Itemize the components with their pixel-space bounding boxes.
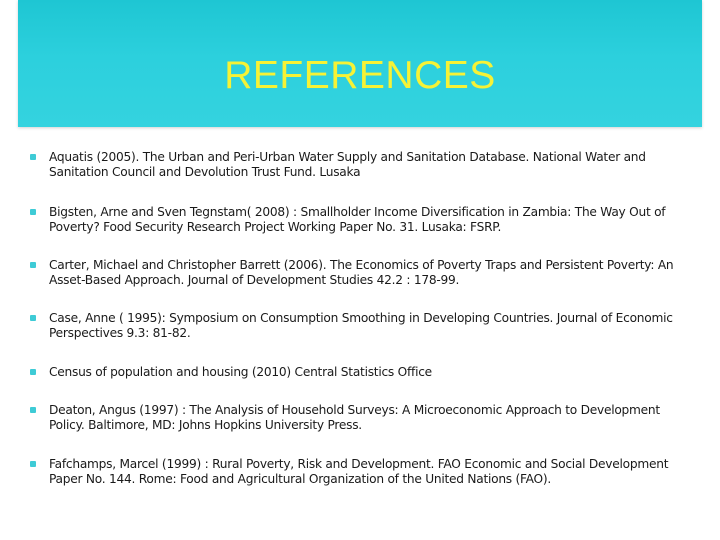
reference-text: Aquatis (2005). The Urban and Peri-Urban Water Supply and Sanitation Database. National Water and Sanitation Council and Devolution Trust Fund. Lusaka: [49, 150, 646, 179]
square-bullet-icon: [30, 315, 36, 321]
square-bullet-icon: [30, 154, 36, 160]
reference-text: Deaton, Angus (1997) : The Analysis of Household Surveys: A Microeconomic Approach to Development Policy. Baltimore, MD: Johns Hopkins University Press.: [49, 403, 660, 432]
reference-text: Census of population and housing (2010) Central Statistics Office: [49, 365, 432, 379]
square-bullet-icon: [30, 407, 36, 413]
square-bullet-icon: [30, 369, 36, 375]
slide-title: REFERENCES: [224, 54, 496, 97]
reference-text: Carter, Michael and Christopher Barrett (2006). The Economics of Poverty Traps and Persistent Poverty: An Asset-Based Approach. Journal of Development Studies 42.2 : 178-99.: [49, 258, 674, 287]
title-band: [18, 0, 702, 127]
reference-text: Case, Anne ( 1995): Symposium on Consumption Smoothing in Developing Countries. Journal of Economic Perspectives 9.3: 81-82.: [49, 311, 673, 340]
reference-text: Fafchamps, Marcel (1999) : Rural Poverty, Risk and Development. FAO Economic and Social Development Paper No. 144. Rome: Food and Agricultural Organization of the United Nations (FAO).: [49, 457, 669, 486]
square-bullet-icon: [30, 209, 36, 215]
reference-text: Bigsten, Arne and Sven Tegnstam( 2008) : Smallholder Income Diversification in Zambia: The Way Out of Poverty? Food Security Research Project Working Paper No. 31. Lusaka: FSRP.: [49, 205, 666, 234]
square-bullet-icon: [30, 461, 36, 467]
square-bullet-icon: [30, 262, 36, 268]
